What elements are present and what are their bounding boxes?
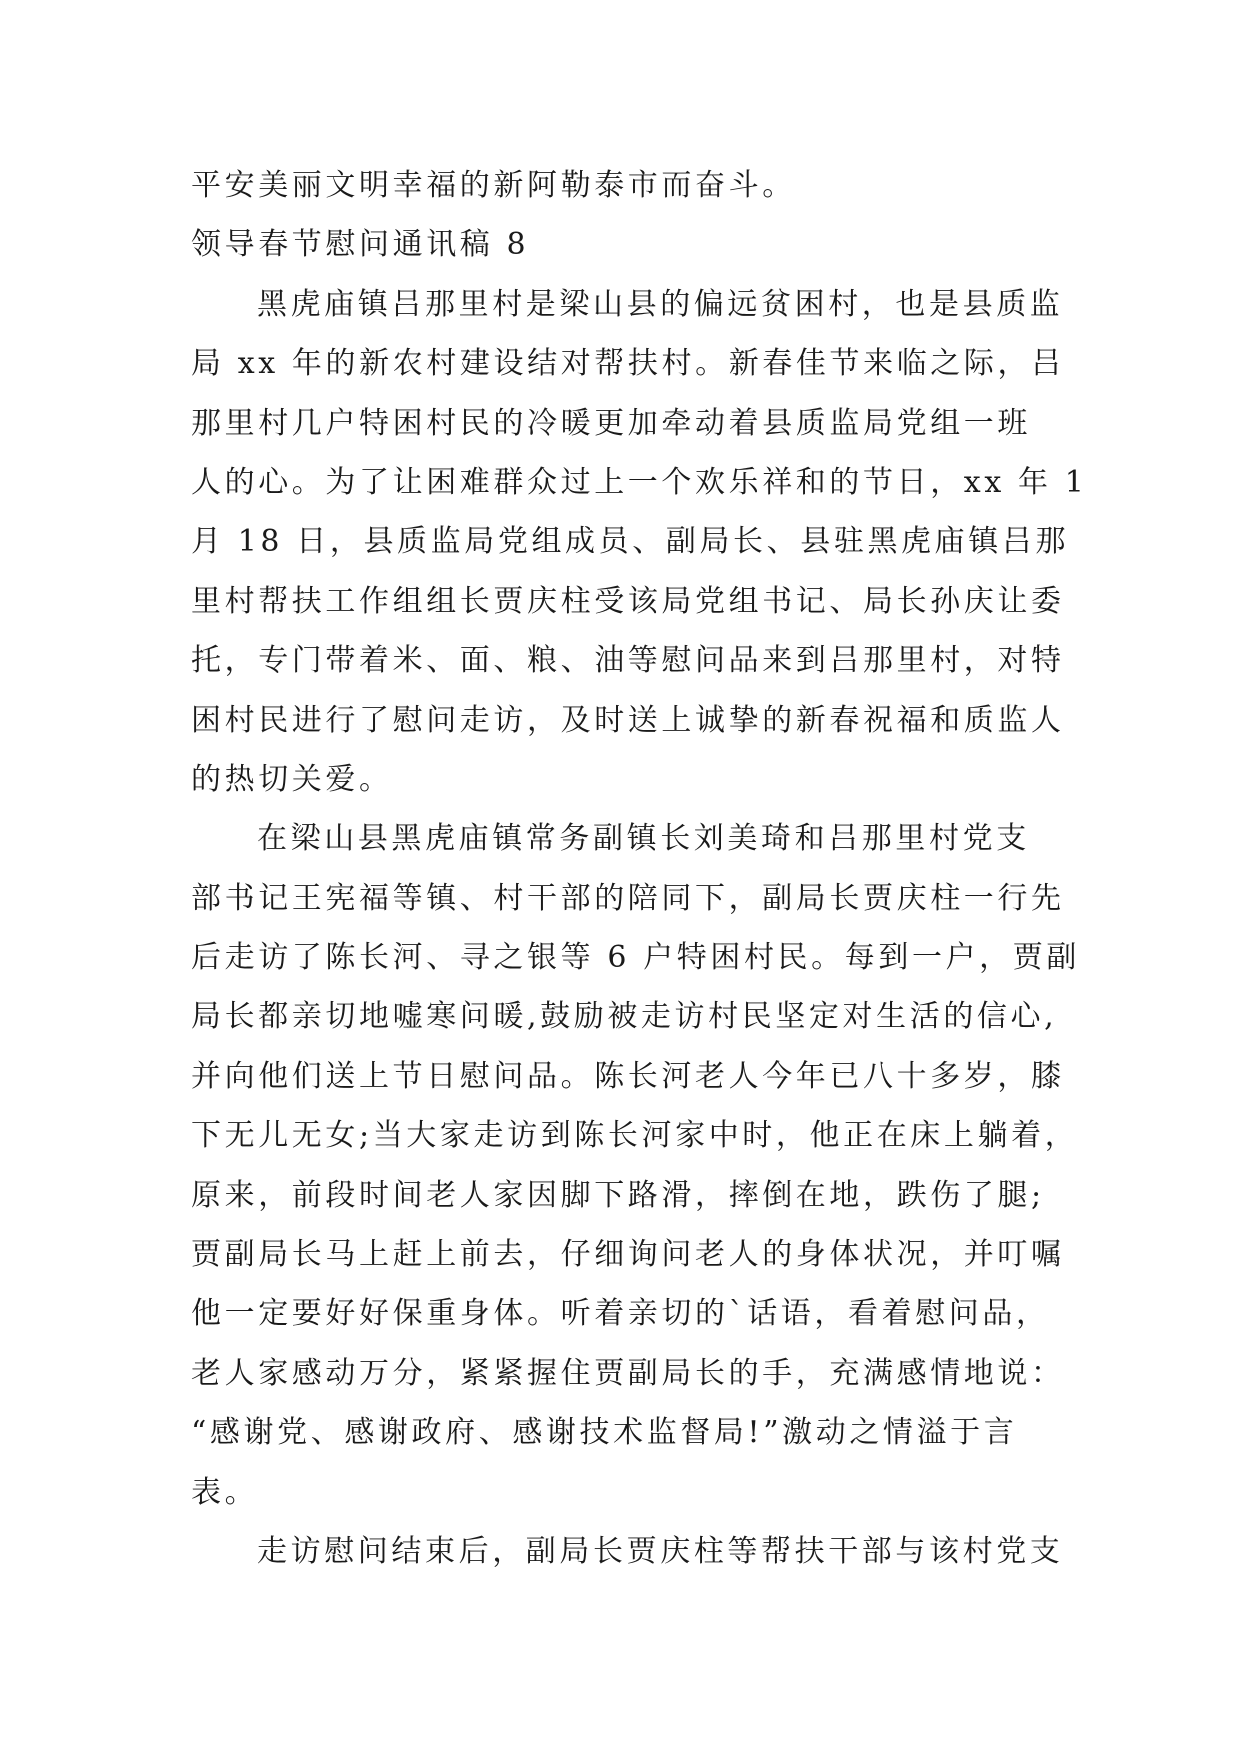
paragraph-line: 人的心。为了让困难群众过上一个欢乐祥和的节日，xx 年 1 xyxy=(191,464,1088,500)
paragraph-line: 部书记王宪福等镇、村干部的陪同下，副局长贾庆柱一行先 xyxy=(191,880,1065,916)
paragraph-line: 困村民进行了慰问走访，及时送上诚挚的新春祝福和质监人 xyxy=(191,702,1065,738)
paragraph-line: 月 18 日，县质监局党组成员、副局长、县驻黑虎庙镇吕那 xyxy=(191,524,1070,560)
paragraph-1 xyxy=(191,275,1088,810)
paragraph-line: 表。 xyxy=(191,1474,259,1510)
paragraph-2 xyxy=(191,809,1080,1522)
paragraph-line: 老人家感动万分，紧紧握住贾副局长的手，充满感情地说： xyxy=(191,1355,1065,1391)
paragraph-line: 局 xx 年的新农村建设结对帮扶村。新春佳节来临之际，吕 xyxy=(191,346,1065,382)
paragraph-line: 后走访了陈长河、寻之银等 6 户特困村民。每到一户，贾副 xyxy=(191,940,1080,976)
paragraph-line: 里村帮扶工作组组长贾庆柱受该局党组书记、局长孙庆让委 xyxy=(191,583,1065,619)
paragraph-line: 在梁山县黑虎庙镇常务副镇长刘美琦和吕那里村党支 xyxy=(257,821,1030,857)
paragraph-line: 那里村几户特困村民的冷暖更加牵动着县质监局党组一班 xyxy=(191,405,1031,441)
paragraph-line: 局长都亲切地嘘寒问暖,鼓励被走访村民坚定对生活的信心, xyxy=(191,999,1058,1035)
paragraph-line: 原来，前段时间老人家因脚下路滑，摔倒在地，跌伤了腿; xyxy=(191,1177,1045,1213)
continuation-line: 平安美丽文明幸福的新阿勒泰市而奋斗。 xyxy=(191,168,796,203)
paragraph-line: 他一定要好好保重身体。听着亲切的`话语，看着慰问品， xyxy=(191,1296,1050,1332)
paragraph-line: 走访慰问结束后，副局长贾庆柱等帮扶干部与该村党支 xyxy=(257,1533,1064,1569)
paragraph-line: “感谢党、感谢政府、感谢技术监督局!”激动之情溢于言 xyxy=(191,1415,1018,1451)
paragraph-line: 黑虎庙镇吕那里村是梁山县的偏远贫困村，也是县质监 xyxy=(257,286,1064,322)
paragraph-line: 并向他们送上节日慰问品。陈长河老人今年已八十多岁，膝 xyxy=(191,1058,1065,1094)
paragraph-line: 贾副局长马上赶上前去，仔细询问老人的身体状况，并叮嘱 xyxy=(191,1237,1065,1273)
paragraph-line: 下无儿无女;当大家走访到陈长河家中时，他正在床上躺着， xyxy=(191,1118,1079,1154)
section-heading: 领导春节慰问通讯稿 8 xyxy=(191,227,530,263)
paragraph-line: 的热切关爱。 xyxy=(191,761,393,797)
paragraph-line: 托，专门带着米、面、粮、油等慰问品来到吕那里村，对特 xyxy=(191,643,1065,679)
paragraph-3 xyxy=(191,1522,1064,1581)
document-body xyxy=(191,156,1088,1581)
